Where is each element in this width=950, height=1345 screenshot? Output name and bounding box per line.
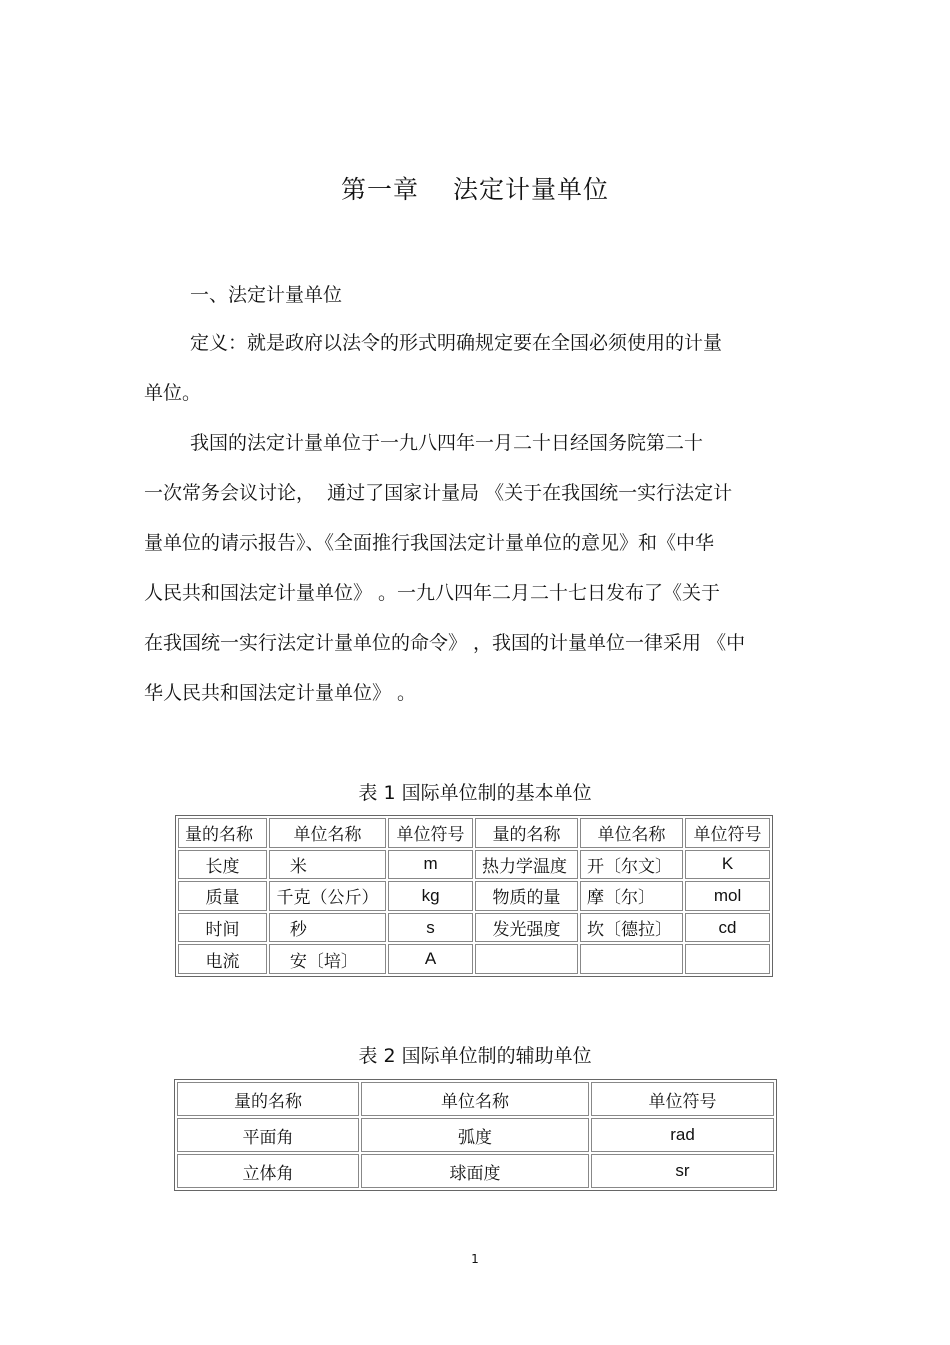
- paragraph-line: 华人民共和国法定计量单位》 。: [144, 682, 417, 704]
- table-cell: 千克（公斤）: [269, 881, 386, 911]
- table-cell: 热力学温度: [475, 850, 578, 880]
- table-cell: K: [685, 850, 770, 880]
- chapter-name: 法定计量单位: [453, 175, 610, 204]
- table-header-cell: 单位名称: [580, 818, 683, 848]
- table-row: [177, 1118, 774, 1152]
- paragraph-line: 定义：就是政府以法令的形式明确规定要在全国必须使用的计量: [190, 332, 723, 354]
- section-heading: 一、法定计量单位: [190, 284, 343, 306]
- table-cell: cd: [685, 913, 770, 943]
- table-cell: 质量: [178, 881, 267, 911]
- table1-caption: 表 1 国际单位制的基本单位: [358, 782, 592, 804]
- table-cell: mol: [685, 881, 770, 911]
- table-cell: [475, 944, 578, 974]
- table-cell: 长度: [178, 850, 267, 880]
- table-cell: 立体角: [177, 1154, 359, 1188]
- table-header-cell: 单位名称: [361, 1082, 589, 1116]
- table-header-row: [178, 818, 770, 848]
- paragraph-line: 一次常务会议讨论， 通过了国家计量局 《关于在我国统一实行法定计: [144, 482, 733, 504]
- base-units-table: [175, 815, 773, 977]
- paragraph-line: 单位。: [144, 382, 202, 404]
- paragraph-line: 量单位的请示报告》、《全面推行我国法定计量单位的意见》和《中华: [144, 532, 715, 554]
- table-row: [178, 850, 770, 880]
- table-header-cell: 量的名称: [178, 818, 267, 848]
- table-cell: 电流: [178, 944, 267, 974]
- table-header-cell: 单位名称: [269, 818, 386, 848]
- table-header-row: [177, 1082, 774, 1116]
- table-cell: kg: [388, 881, 473, 911]
- chapter-title: [0, 170, 950, 206]
- table-cell: sr: [591, 1154, 774, 1188]
- table-row: [178, 913, 770, 943]
- table-cell: s: [388, 913, 473, 943]
- table-row: [178, 944, 770, 974]
- table-cell: 坎〔德拉〕: [580, 913, 683, 943]
- table-cell: 安〔培〕: [269, 944, 386, 974]
- table-cell: 秒: [269, 913, 386, 943]
- table-header-cell: 单位符号: [685, 818, 770, 848]
- table-row: [177, 1154, 774, 1188]
- paragraph-line: 我国的法定计量单位于一九八四年一月二十日经国务院第二十: [190, 432, 704, 454]
- page-number: 1: [471, 1252, 479, 1266]
- table-cell: 物质的量: [475, 881, 578, 911]
- table-cell: 弧度: [361, 1118, 589, 1152]
- table-cell: 平面角: [177, 1118, 359, 1152]
- paragraph-line: 人民共和国法定计量单位》 。一九八四年二月二十七日发布了《关于: [144, 582, 721, 604]
- table-cell: 开〔尔文〕: [580, 850, 683, 880]
- table-header-cell: 量的名称: [177, 1082, 359, 1116]
- table-row: [178, 881, 770, 911]
- table-cell: [685, 944, 770, 974]
- table-cell: m: [388, 850, 473, 880]
- table-cell: 球面度: [361, 1154, 589, 1188]
- table-cell: 发光强度: [475, 913, 578, 943]
- chapter-number: 第一章: [340, 175, 419, 204]
- table-cell: 时间: [178, 913, 267, 943]
- table2-caption: 表 2 国际单位制的辅助单位: [358, 1045, 592, 1067]
- table-header-cell: 量的名称: [475, 818, 578, 848]
- table-cell: A: [388, 944, 473, 974]
- table-cell: rad: [591, 1118, 774, 1152]
- supplementary-units-table: [174, 1079, 777, 1191]
- table-header-cell: 单位符号: [591, 1082, 774, 1116]
- table-cell: 米: [269, 850, 386, 880]
- table-cell: 摩〔尔〕: [580, 881, 683, 911]
- table-cell: [580, 944, 683, 974]
- table-header-cell: 单位符号: [388, 818, 473, 848]
- paragraph-line: 在我国统一实行法定计量单位的命令》 ，我国的计量单位一律采用 《中: [144, 632, 746, 654]
